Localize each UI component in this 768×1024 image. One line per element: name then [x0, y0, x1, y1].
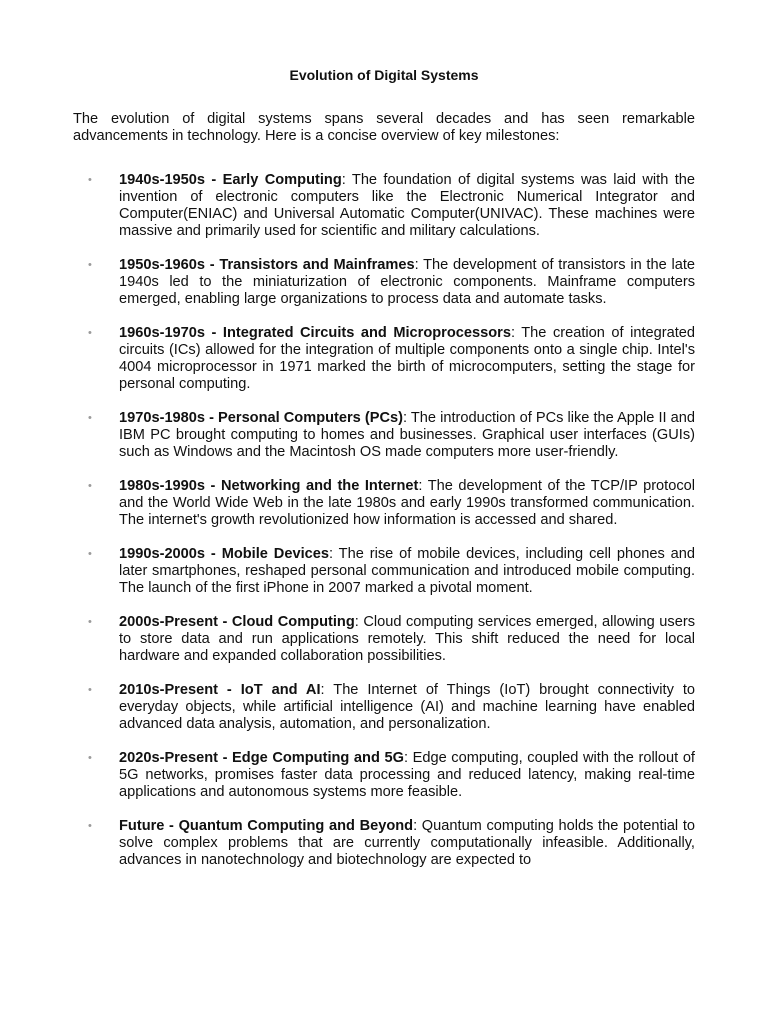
bullet-icon: •	[88, 174, 92, 186]
list-item-body: : The introduction of PCs like the Apple II and IBM PC brought computing to homes and businesses. Graphical user interfaces (GUIs) such as Windows and the Macintosh OS made computers more user-friendly.	[119, 410, 695, 460]
list-item	[0, 257, 768, 308]
bullet-icon: •	[88, 327, 92, 339]
list-item-heading: 1940s-1950s - Early Computing	[119, 172, 342, 188]
list-item	[0, 818, 768, 869]
list-item-heading: 1990s-2000s - Mobile Devices	[119, 546, 329, 562]
list-item-body: : The rise of mobile devices, including cell phones and later smartphones, reshaped personal communication and introduced mobile computing. The launch of the first iPhone in 2007 marked a pivotal moment.	[119, 546, 695, 596]
list-item-text	[119, 546, 695, 597]
bullet-icon: •	[88, 412, 92, 424]
list-item	[0, 410, 768, 461]
list-item-body: : The creation of integrated circuits (ICs) allowed for the integration of multiple components onto a single chip. Intel's 4004 microprocessor in 1971 marked the birth of microcomputers, setting the stage for personal computing.	[119, 325, 695, 392]
list-item-text	[119, 325, 695, 393]
list-item	[0, 546, 768, 597]
list-item	[0, 682, 768, 733]
list-item-text	[119, 410, 695, 461]
list-item-text	[119, 614, 695, 665]
bullet-icon: •	[88, 259, 92, 271]
list-item-text	[119, 257, 695, 308]
list-item-body: : The development of the TCP/IP protocol and the World Wide Web in the late 1980s and early 1990s transformed communication. The internet's growth revolutionized how information is accessed and shared.	[119, 478, 695, 528]
list-item-heading: 1950s-1960s - Transistors and Mainframes	[119, 257, 415, 273]
milestone-list	[0, 172, 768, 886]
list-item-heading: 1980s-1990s - Networking and the Internet	[119, 478, 419, 494]
bullet-icon: •	[88, 684, 92, 696]
list-item-heading: Future - Quantum Computing and Beyond	[119, 818, 414, 834]
list-item-text	[119, 478, 695, 529]
list-item-body: : Cloud computing services emerged, allowing users to store data and run applications remotely. This shift reduced the need for local hardware and expanded collaboration possibilities.	[119, 614, 695, 664]
bullet-icon: •	[88, 616, 92, 628]
list-item-text	[119, 750, 695, 801]
list-item-body: : The foundation of digital systems was laid with the invention of electronic computers like the Electronic Numerical Integrator and Computer(ENIAC) and Universal Automatic Computer(UNIVAC). These machines were massive and primarily used for scientific and military calculations.	[119, 172, 695, 239]
bullet-icon: •	[88, 752, 92, 764]
list-item-body: : The Internet of Things (IoT) brought connectivity to everyday objects, while artificial intelligence (AI) and machine learning have enabled advanced data analysis, automation, and personalization.	[119, 682, 696, 732]
list-item-text	[119, 818, 695, 869]
list-item-text	[119, 172, 695, 240]
list-item	[0, 614, 768, 665]
document-title: Evolution of Digital Systems	[289, 67, 479, 83]
list-item-body: : Quantum computing holds the potential to solve complex problems that are currently computationally infeasible. Additionally, advances in nanotechnology and biotechnology are expected to	[119, 818, 696, 868]
list-item	[0, 172, 768, 240]
list-item-body: : The development of transistors in the late 1940s led to the miniaturization of electronic components. Mainframe computers emerged, enabling large organizations to process data and automate tasks.	[119, 257, 695, 307]
bullet-icon: •	[88, 548, 92, 560]
intro-paragraph: The evolution of digital systems spans several decades and has seen remarkable advancements in technology. Here is a concise overview of key milestones:	[73, 111, 695, 144]
list-item	[0, 325, 768, 393]
list-item-heading: 2020s-Present - Edge Computing and 5G	[119, 750, 404, 766]
list-item-text	[119, 682, 695, 733]
list-item-heading: 1970s-1980s - Personal Computers (PCs)	[119, 410, 403, 426]
list-item-heading: 2010s-Present - IoT and AI	[119, 682, 321, 698]
list-item	[0, 478, 768, 529]
bullet-icon: •	[88, 480, 92, 492]
list-item	[0, 750, 768, 801]
list-item-body: : Edge computing, coupled with the rollout of 5G networks, promises faster data processing and reduced latency, making real-time applications and autonomous systems more feasible.	[119, 750, 695, 800]
bullet-icon: •	[88, 820, 92, 832]
list-item-heading: 2000s-Present - Cloud Computing	[119, 614, 355, 630]
list-item-heading: 1960s-1970s - Integrated Circuits and Microprocessors	[119, 325, 511, 341]
